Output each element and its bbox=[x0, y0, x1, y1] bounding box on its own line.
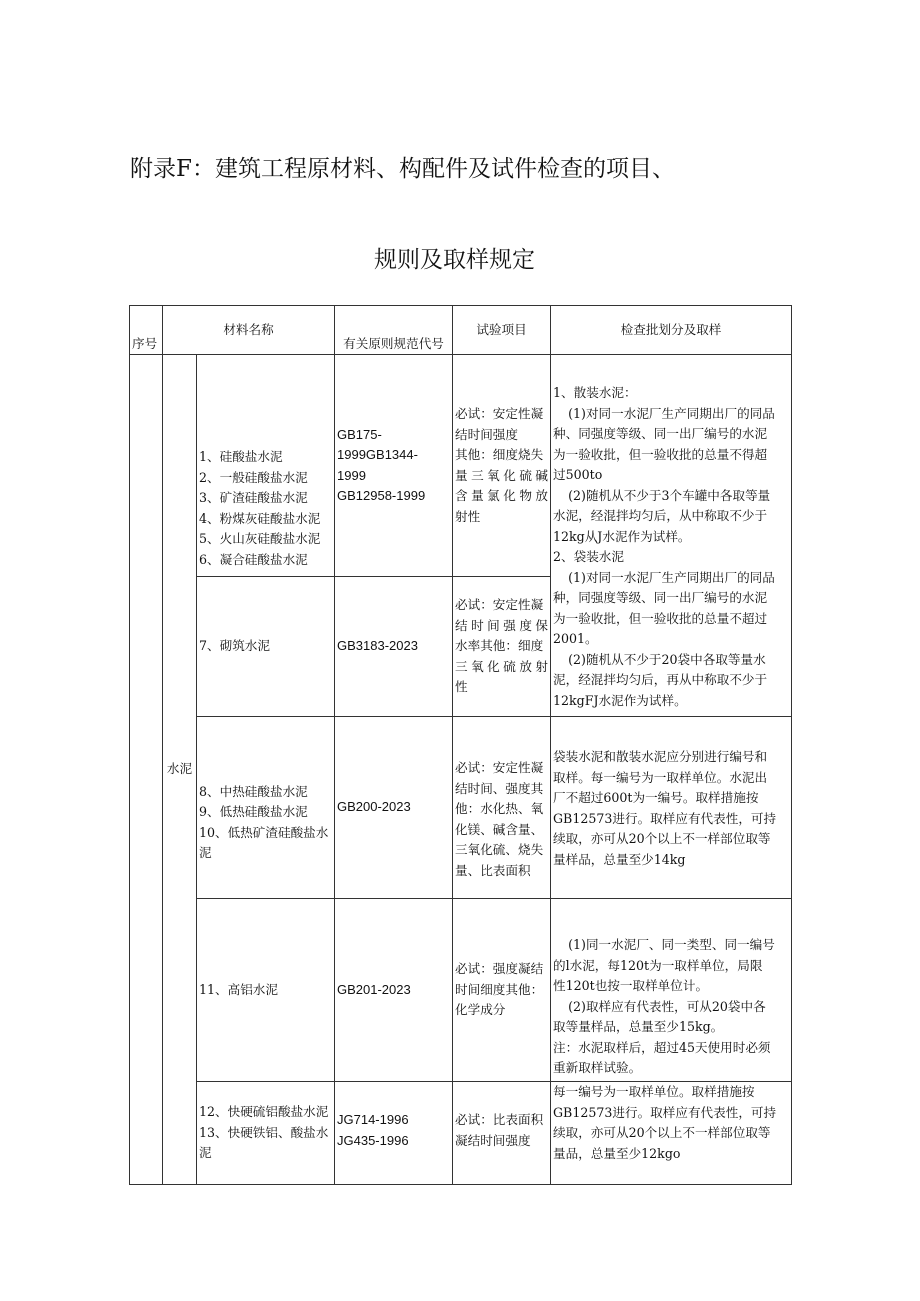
header-test: 试验项目 bbox=[453, 306, 551, 355]
batch-sampling-cell bbox=[551, 899, 792, 1082]
table-header-row bbox=[130, 306, 792, 355]
test-item: 结时间、强度其 bbox=[455, 780, 544, 796]
page-title-line1: 附录F：建筑工程原材料、构配件及试件检查的项目、 bbox=[130, 156, 675, 182]
test-item: 性 bbox=[455, 679, 468, 695]
test-item: 含量氯化物放 bbox=[455, 488, 548, 503]
test-items-cell bbox=[453, 577, 551, 717]
batch-line: 注：水泥取样后，超过45天使用时必须 bbox=[553, 1039, 771, 1055]
table-row bbox=[130, 717, 792, 899]
batch-line: 12kgFJ水泥作为试样。 bbox=[553, 692, 687, 708]
test-item: 时间细度其他： bbox=[455, 981, 544, 997]
standard-code-cell bbox=[335, 717, 453, 899]
batch-line: GB12573进行。取样应有代表性，可持 bbox=[553, 810, 777, 826]
batch-line: 12kg从J水泥作为试样。 bbox=[553, 528, 691, 544]
table-row bbox=[130, 1082, 792, 1185]
standard-code-cell bbox=[335, 1082, 453, 1185]
test-item: 结时间强度保 bbox=[455, 617, 548, 633]
test-items-cell bbox=[453, 899, 551, 1082]
test-item: 凝结时间强度 bbox=[455, 1132, 531, 1148]
batch-line: (1)同一水泥厂、同一类型、同一编号 bbox=[568, 937, 775, 952]
batch-line: GB12573进行。取样应有代表性，可持 bbox=[553, 1104, 777, 1120]
test-items-cell bbox=[453, 1082, 551, 1185]
standard-code: 1999GB1344- bbox=[337, 447, 418, 462]
batch-line: (2)随机从不少于20袋中各取等量水 bbox=[568, 651, 766, 667]
header-material: 材料名称 bbox=[163, 306, 335, 355]
standard-code: 1999 bbox=[337, 467, 366, 483]
batch-line: 袋装水泥和散装水泥应分别进行编号和 bbox=[553, 749, 768, 764]
batch-line: 2、袋装水泥 bbox=[553, 549, 624, 564]
material-name: 4、粉煤灰硅酸盐水泥 bbox=[199, 510, 321, 526]
material-name: 6、凝合硅酸盐水泥 bbox=[199, 551, 308, 567]
table-row bbox=[130, 355, 792, 577]
standard-code: GB175- bbox=[337, 426, 382, 442]
batch-line: 量品，总量至少12kgo bbox=[553, 1145, 681, 1161]
batch-line: 2001。 bbox=[553, 631, 598, 646]
batch-line: 每一编号为一取样单位。取样措施按 bbox=[553, 1084, 755, 1099]
header-seq: 序号 bbox=[130, 306, 163, 355]
material-name: 1、硅酸盐水泥 bbox=[199, 449, 283, 464]
batch-line: 种、同强度等级、同一出厂编号的水泥 bbox=[553, 426, 768, 441]
material-name: 8、中热硅酸盐水泥 bbox=[199, 783, 308, 799]
test-item: 必试：安定性凝 bbox=[455, 760, 544, 775]
test-item: 必试：强度凝结 bbox=[455, 961, 544, 977]
batch-line: (1)对同一水泥厂生产同期出厂的同品 bbox=[568, 405, 775, 421]
test-item: 结时间强度 bbox=[455, 426, 518, 442]
standard-code: JG714-1996 bbox=[337, 1112, 409, 1127]
material-name: 9、低热硅酸盐水泥 bbox=[199, 804, 308, 819]
test-item: 三氧化硫放射 bbox=[455, 658, 548, 674]
standard-code: JG435-1996 bbox=[337, 1132, 409, 1148]
standard-code-cell bbox=[335, 577, 453, 717]
material-name: 13、快硬铁铝、酸盐水 bbox=[199, 1124, 329, 1140]
category-cell: 水泥 bbox=[163, 355, 197, 1185]
test-item: 必试：安定性凝 bbox=[455, 597, 544, 613]
material-name: 11、高铝水泥 bbox=[199, 981, 278, 997]
batch-line: (1)对同一水泥厂生产同期出厂的同品 bbox=[568, 569, 775, 585]
batch-sampling-cell bbox=[551, 1082, 792, 1185]
batch-line: 为一验收批，但一验收批的总量不得超 bbox=[553, 446, 768, 462]
material-name-cell bbox=[197, 355, 335, 577]
standard-code: GB12958-1999 bbox=[337, 488, 426, 503]
standard-code: GB201-2023 bbox=[337, 981, 411, 997]
material-name-cell bbox=[197, 899, 335, 1082]
test-items-cell bbox=[453, 355, 551, 577]
batch-line: 取等量样品，总量至少15kg。 bbox=[553, 1019, 724, 1034]
test-item: 化镁、碱含量、 bbox=[455, 821, 544, 837]
table-row bbox=[130, 899, 792, 1082]
material-name: 2、一般硅酸盐水泥 bbox=[199, 469, 308, 485]
test-item: 射性 bbox=[455, 508, 481, 524]
batch-line: 过500to bbox=[553, 467, 603, 482]
batch-line: 种，同强度等级、同一出厂编号的水泥 bbox=[553, 590, 768, 605]
batch-line: 泥，经混拌均匀后，再从中称取不少于 bbox=[553, 672, 768, 687]
material-name: 泥 bbox=[199, 845, 212, 860]
material-name-cell bbox=[197, 1082, 335, 1185]
test-item: 化学成分 bbox=[455, 1002, 506, 1018]
standard-code-cell bbox=[335, 355, 453, 577]
batch-line: 1、散装水泥： bbox=[553, 385, 637, 400]
test-item: 必试：比表面积 bbox=[455, 1112, 544, 1127]
batch-line: 性120t也按一取样单位计。 bbox=[553, 978, 709, 993]
material-name: 5、火山灰硅酸盐水泥 bbox=[199, 531, 321, 546]
standard-code-cell bbox=[335, 899, 453, 1082]
standard-code: GB3183-2023 bbox=[337, 638, 418, 654]
batch-line: 重新取样试验。 bbox=[553, 1060, 642, 1075]
test-item: 量三氧化硫碱 bbox=[455, 467, 548, 483]
batch-line: 水泥，经混拌均匀后，从中称取不少于 bbox=[553, 508, 768, 523]
test-item: 量、比表面积 bbox=[455, 862, 531, 878]
standard-code: GB200-2023 bbox=[337, 799, 411, 815]
test-item: 水率其他：细度 bbox=[455, 638, 544, 654]
test-item: 他：水化热、氧 bbox=[455, 801, 544, 816]
test-items-cell bbox=[453, 717, 551, 899]
batch-line: (2)随机从不少于3个车罐中各取等量 bbox=[568, 487, 771, 503]
material-name-cell bbox=[197, 577, 335, 717]
test-item: 其他：细度烧失 bbox=[455, 447, 544, 462]
test-item: 必试：安定性凝 bbox=[455, 406, 544, 421]
material-name: 泥 bbox=[199, 1145, 212, 1160]
header-code: 有关原则规范代号 bbox=[335, 306, 453, 355]
batch-line: 量样品，总量至少14kg bbox=[553, 851, 686, 867]
page-title-line2: 规则及取样规定 bbox=[374, 247, 535, 273]
seq-cell bbox=[130, 355, 163, 1185]
material-name-cell bbox=[197, 717, 335, 899]
batch-sampling-cell bbox=[551, 717, 792, 899]
batch-line: 为一验收批，但一验收批的总量不超过 bbox=[553, 610, 768, 626]
batch-line: 厂不超过600t为一编号。取样措施按 bbox=[553, 790, 759, 805]
material-name: 12、快硬硫铝酸盐水泥 bbox=[199, 1104, 329, 1119]
batch-line: 取样。每一编号为一取样单位。水泥出 bbox=[553, 769, 768, 785]
material-name: 7、砌筑水泥 bbox=[199, 638, 270, 654]
inspection-table bbox=[129, 305, 792, 1185]
batch-line: 续取，亦可从20个以上不一样部位取等 bbox=[553, 831, 771, 846]
batch-line: 的l水泥，每120t为一取样单位，局限 bbox=[553, 957, 763, 973]
material-name: 10、低热矿渣硅酸盐水 bbox=[199, 824, 329, 840]
material-name: 3、矿渣硅酸盐水泥 bbox=[199, 490, 308, 505]
batch-sampling-cell bbox=[551, 355, 792, 717]
test-item: 三氧化硫、烧失 bbox=[455, 842, 544, 857]
header-batch: 检查批划分及取样 bbox=[551, 306, 792, 355]
batch-line: (2)取样应有代表性，可从20袋中各 bbox=[568, 998, 766, 1014]
batch-line: 续取，亦可从20个以上不一样部位取等 bbox=[553, 1125, 771, 1140]
